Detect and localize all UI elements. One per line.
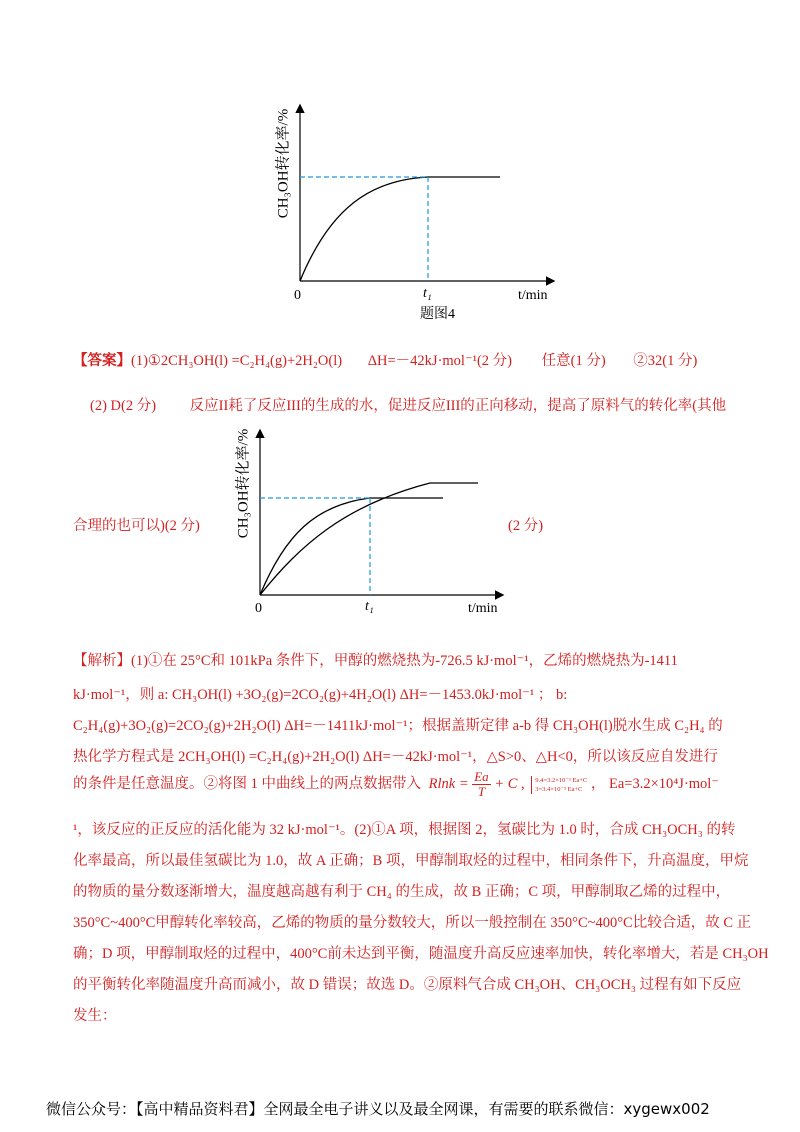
conversion-curve (300, 177, 500, 281)
origin-label: 0 (294, 288, 301, 303)
circle-number: ① (147, 353, 161, 369)
answer-label: 【答案】 (73, 353, 131, 369)
analysis-line-9: 350°C~400°C甲醇转化率较高，乙烯的物质的量分数较大，所以一般控制在 350°C~400°C比较合适，故 C 正 (73, 915, 752, 931)
condition: 任意(1 分) (541, 353, 606, 369)
analysis-line-5: 的条件是任意温度。②将图 1 中曲线上的两点数据带入 Rlnk = $\frac{Ea}{T}$ + C , 9.4=3.2×10⁻³ Ea+C 3=3.4×10⁻³ Ea+C ， Ea=3.2×10⁴J·mol⁻ (73, 769, 719, 799)
analysis-line-3: C₂H₄(g)+3O₂(g)=2CO₂(g)+2H₂O(l) ΔH=－1411kJ·mol⁻¹；根据盖斯定律 a-b 得 CH₃OH(l)脱水生成 C₂H₄ 的 (73, 718, 723, 734)
circle-number: ② (633, 353, 648, 369)
conversion-chart-2 (230, 425, 520, 625)
analysis-line-12: 发生： (73, 1008, 117, 1024)
curve-fast (260, 498, 443, 595)
analysis-line-4: 热化学方程式是 2CH₃OH(l) =C₂H₄(g)+2H₂O(l) ΔH=－42kJ·mol⁻¹，△S>0、△H<0，所以该反应自发进行 (73, 749, 718, 765)
y-axis-label: CH₃OH转化率/% (235, 428, 252, 539)
figure-caption: 题图4 (420, 307, 455, 322)
analysis-line-2: kJ·mol⁻¹，则 a: CH₃OH(l) +3O₂(g)=2CO₂(g)+4H₂O(l) ΔH=－1453.0kJ·mol⁻¹ ； b: (73, 687, 568, 703)
analysis-line-1: 【解析】(1)①在 25°C和 101kPa 条件下，甲醇的燃烧热为-726.5 kJ·mol⁻¹，乙烯的燃烧热为-1411 (73, 653, 678, 669)
t1-label: t₁ (365, 599, 374, 614)
analysis-line-7: 化率最高，所以最佳氢碳比为 1.0，故 A 正确；B 项，甲醇制取烃的过程中，相同条件下，升高温度，甲烷 (73, 853, 749, 869)
analysis-line-6: ¹，该反应的正反应的活化能为 32 kJ·mol⁻¹。(2)①A 项，根据图 2，氢碳比为 1.0 时，合成 CH₃OCH₃ 的转 (73, 822, 736, 838)
origin-label: 0 (255, 601, 262, 616)
analysis-line-10: 确；D 项，甲醇制取烃的过程中，400°C前未达到平衡，随温度升高反应速率加快，转化率增大，若是 CH₃OH (73, 946, 769, 962)
enthalpy: ΔH=－42kJ·mol⁻¹(2 分) (367, 353, 512, 369)
x-axis-label: t/min (518, 288, 548, 303)
analysis-line-8: 的物质的量分数逐渐增大，温度越高越有利于 CH₄ 的生成，故 B 正确；C 项，甲醇制取乙烯的过程中， (73, 884, 731, 900)
answer-line-2: (2) D(2 分) 反应II耗了反应III的生成的水，促进反应III的正向移动，提高了原料气的转化率(其他 (90, 398, 727, 414)
answer-line-3-right: (2 分) (508, 518, 544, 534)
figure-1 (270, 98, 570, 328)
answer-line-1: 【答案】(1)①2CH₃OH(l) =C₂H₄(g)+2H₂O(l) ΔH=－42kJ·mol⁻¹(2 分) 任意(1 分) ②32(1 分) (73, 353, 698, 369)
answer-line-3-left: 合理的也可以)(2 分) (73, 518, 200, 534)
t1-label: t₁ (423, 286, 432, 301)
y-axis-label: CH₃OH转化率/% (275, 108, 292, 219)
equation-system: 9.4=3.2×10⁻³ Ea+C 3=3.4×10⁻³ Ea+C (531, 776, 587, 794)
equation: 2CH₃OH(l) =C₂H₄(g)+2H₂O(l) (160, 353, 343, 369)
fraction: $\frac{Ea}{T}$ (474, 769, 489, 799)
x-axis-label: t/min (468, 601, 498, 616)
rlnk: Rlnk = (428, 775, 469, 792)
analysis-line-11: 的平衡转化率随温度升高而减小，故 D 错误；故选 D。②原料气合成 CH₃OH、CH₃OCH₃ 过程有如下反应 (73, 977, 742, 993)
figure-2 (230, 425, 520, 625)
footer-contact: 微信公众号：【高中精品资料君】全网最全电子讲义以及最全网课，有需要的联系微信：xygewx002 (46, 1100, 710, 1118)
